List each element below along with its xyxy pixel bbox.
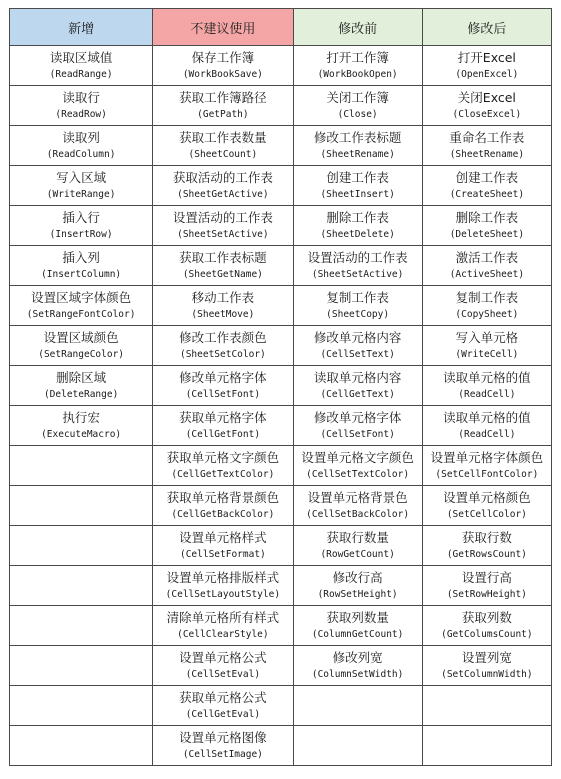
function-code: (ReadRange) (49, 68, 113, 80)
function-name: 执行宏 (62, 409, 100, 425)
function-code: (ActiveSheet) (449, 268, 525, 280)
cell-before (293, 606, 422, 646)
function-code: (CellSetFont) (185, 388, 261, 400)
cell-after (422, 726, 551, 766)
cell-new (10, 406, 153, 446)
cell-after (422, 286, 551, 326)
function-code: (SheetRename) (320, 148, 395, 160)
cell-before (293, 446, 422, 486)
table-row (10, 366, 552, 406)
table-row (10, 726, 552, 766)
function-code: (InsertColumn) (41, 268, 122, 280)
function-code: (RowSetHeight) (317, 588, 398, 600)
function-code: (CellSetFont) (320, 428, 395, 440)
function-code: (SetCellColor) (446, 508, 527, 520)
table-row (10, 166, 552, 206)
function-name: 移动工作表 (191, 289, 255, 305)
function-code: (CellGetTextColor) (171, 468, 275, 480)
function-name: 激活工作表 (455, 249, 519, 265)
table-row (10, 406, 552, 446)
cell-before (293, 486, 422, 526)
cell-before (293, 86, 422, 126)
function-code: (RowGetCount) (320, 548, 395, 560)
function-name: 获取工作簿路径 (179, 89, 267, 105)
function-name: 设置活动的工作表 (307, 249, 408, 265)
function-code: (CellClearStyle) (177, 628, 269, 640)
header-deprecated: 不建议使用 (153, 9, 293, 46)
function-code: (SheetDelete) (320, 228, 395, 240)
table-row (10, 326, 552, 366)
function-name: 删除工作表 (455, 209, 519, 225)
function-name: 设置单元格样式 (179, 529, 267, 545)
cell-after (422, 646, 551, 686)
function-code: (ColumnGetCount) (311, 628, 404, 640)
function-code: (ReadCell) (458, 428, 516, 440)
function-name: 写入单元格 (455, 329, 519, 345)
function-name: 保存工作簿 (191, 49, 255, 65)
function-name: 设置单元格图像 (179, 729, 267, 745)
function-name: 设置单元格字体颜色 (430, 449, 544, 465)
function-name: 写入区域 (56, 169, 107, 185)
function-name: 设置单元格颜色 (443, 489, 531, 505)
cell-new (10, 326, 153, 366)
function-name: 读取列 (62, 129, 100, 145)
function-code: (WriteCell) (455, 348, 519, 360)
cell-after (422, 206, 551, 246)
function-name: 读取区域值 (49, 49, 113, 65)
function-code: (ReadRow) (55, 108, 107, 120)
function-code: (ReadCell) (458, 388, 516, 400)
cell-new (10, 646, 153, 686)
function-code: (CellSetEval) (185, 668, 261, 680)
function-code: (SheetSetActive) (311, 268, 404, 280)
cell-before (293, 126, 422, 166)
function-name: 设置区域字体颜色 (31, 289, 132, 305)
header-row (10, 9, 552, 46)
function-name: 设置行高 (461, 569, 512, 585)
cell-after (422, 246, 551, 286)
function-code: (CellSetFormat) (179, 548, 266, 560)
header-new: 新增 (10, 9, 153, 46)
function-code: (SheetGetActive) (177, 188, 269, 200)
function-name: 获取单元格文字颜色 (166, 449, 280, 465)
cell-before (293, 526, 422, 566)
cell-deprecated (153, 406, 293, 446)
function-code: (SheetRename) (449, 148, 525, 160)
function-code: (CellGetText) (320, 388, 395, 400)
function-name: 获取单元格背景颜色 (166, 489, 280, 505)
function-code: (Close) (337, 108, 378, 120)
table-row (10, 446, 552, 486)
function-name: 读取单元格的值 (443, 409, 531, 425)
function-name: 修改单元格字体 (313, 409, 402, 425)
cell-new (10, 126, 153, 166)
function-name: 设置单元格公式 (179, 649, 267, 665)
cell-new (10, 726, 153, 766)
function-code: (CreateSheet) (449, 188, 525, 200)
function-name: 关闭工作簿 (326, 89, 389, 105)
function-code: (SheetGetName) (182, 268, 263, 280)
table-row (10, 486, 552, 526)
function-name: 删除区域 (56, 369, 107, 385)
table-row (10, 526, 552, 566)
function-name: 获取工作表标题 (179, 249, 267, 265)
function-name: 插入行 (62, 209, 100, 225)
cell-new (10, 46, 153, 86)
cell-before (293, 166, 422, 206)
cell-deprecated (153, 206, 293, 246)
function-code: (CellGetFont) (185, 428, 261, 440)
cell-before (293, 406, 422, 446)
table-row (10, 86, 552, 126)
function-code: (SheetSetColor) (179, 348, 266, 360)
header-before: 修改前 (293, 9, 422, 46)
table-row (10, 206, 552, 246)
function-code: (ExecuteMacro) (41, 428, 122, 440)
function-name: 修改单元格内容 (313, 329, 402, 345)
header-after: 修改后 (422, 9, 551, 46)
function-name: 打开工作簿 (326, 49, 389, 65)
function-code: (SheetCopy) (326, 308, 390, 320)
table-row (10, 686, 552, 726)
function-code: (CellSetTextColor) (306, 468, 410, 480)
cell-deprecated (153, 486, 293, 526)
table-row (10, 606, 552, 646)
function-code: (SheetCount) (188, 148, 258, 160)
function-code: (CellGetBackColor) (171, 508, 275, 520)
function-name: 设置区域颜色 (43, 329, 119, 345)
cell-deprecated (153, 526, 293, 566)
cell-before (293, 206, 422, 246)
cell-deprecated (153, 366, 293, 406)
cell-before (293, 726, 422, 766)
table-body (10, 46, 552, 766)
function-code: (SetCellFontColor) (435, 468, 539, 480)
function-code: (CellGetEval) (185, 708, 261, 720)
cell-after (422, 446, 551, 486)
function-code: (WorkBookSave) (182, 68, 263, 80)
cell-before (293, 46, 422, 86)
cell-after (422, 566, 551, 606)
function-name: 关闭Excel (457, 89, 516, 105)
cell-before (293, 686, 422, 726)
function-name: 设置单元格排版样式 (166, 569, 280, 585)
cell-new (10, 606, 153, 646)
cell-after (422, 166, 551, 206)
function-code: (WriteRange) (46, 188, 116, 200)
function-name: 读取单元格内容 (313, 369, 402, 385)
function-code: (CellSetBackColor) (306, 508, 410, 520)
cell-new (10, 86, 153, 126)
function-code: (WorkBookOpen) (317, 68, 398, 80)
function-name: 创建工作表 (455, 169, 519, 185)
function-code: (CloseExcel) (452, 108, 522, 120)
function-name: 删除工作表 (326, 209, 389, 225)
function-code: (SetRangeColor) (38, 348, 125, 360)
function-name: 设置列宽 (461, 649, 512, 665)
function-code: (SetRowHeight) (446, 588, 527, 600)
function-name: 复制工作表 (455, 289, 519, 305)
cell-deprecated (153, 606, 293, 646)
function-code: (GetColumsCount) (441, 628, 533, 640)
cell-new (10, 686, 153, 726)
table-row (10, 46, 552, 86)
cell-before (293, 286, 422, 326)
function-name: 获取行数 (461, 529, 512, 545)
cell-before (293, 646, 422, 686)
table-row (10, 646, 552, 686)
cell-deprecated (153, 726, 293, 766)
function-name: 修改工作表颜色 (179, 329, 267, 345)
function-name: 设置单元格文字颜色 (301, 449, 414, 465)
function-code: (SetColumnWidth) (441, 668, 533, 680)
cell-after (422, 366, 551, 406)
function-name: 获取列数量 (326, 609, 389, 625)
cell-deprecated (153, 326, 293, 366)
function-name: 插入列 (62, 249, 100, 265)
function-code: (CellSetText) (320, 348, 395, 360)
table-row (10, 286, 552, 326)
function-code: (GetRowsCount) (446, 548, 527, 560)
cell-deprecated (153, 446, 293, 486)
table-row (10, 246, 552, 286)
function-code: (ColumnSetWidth) (311, 668, 404, 680)
api-comparison-table (9, 8, 552, 766)
cell-before (293, 326, 422, 366)
cell-before (293, 566, 422, 606)
function-name: 获取单元格字体 (179, 409, 267, 425)
function-name: 获取工作表数量 (179, 129, 267, 145)
function-name: 复制工作表 (326, 289, 389, 305)
function-code: (CellSetLayoutStyle) (165, 588, 281, 600)
cell-new (10, 446, 153, 486)
function-name: 设置单元格背景色 (307, 489, 408, 505)
function-code: (InsertRow) (49, 228, 113, 240)
cell-new (10, 486, 153, 526)
cell-after (422, 46, 551, 86)
function-name: 修改行高 (332, 569, 383, 585)
function-name: 修改单元格字体 (179, 369, 267, 385)
cell-deprecated (153, 566, 293, 606)
cell-new (10, 246, 153, 286)
function-code: (ReadColumn) (46, 148, 116, 160)
function-code: (DeleteSheet) (449, 228, 525, 240)
cell-deprecated (153, 246, 293, 286)
cell-deprecated (153, 686, 293, 726)
function-name: 获取单元格公式 (179, 689, 267, 705)
function-name: 获取活动的工作表 (172, 169, 273, 185)
cell-after (422, 86, 551, 126)
function-name: 重命名工作表 (449, 129, 525, 145)
cell-after (422, 526, 551, 566)
cell-before (293, 246, 422, 286)
cell-new (10, 526, 153, 566)
cell-before (293, 366, 422, 406)
cell-deprecated (153, 46, 293, 86)
function-name: 读取行 (62, 89, 100, 105)
function-name: 打开Excel (457, 49, 516, 65)
function-code: (SetRangeFontColor) (26, 308, 136, 320)
function-name: 设置活动的工作表 (172, 209, 273, 225)
function-name: 修改列宽 (332, 649, 383, 665)
cell-new (10, 286, 153, 326)
function-code: (OpenExcel) (455, 68, 519, 80)
cell-new (10, 166, 153, 206)
function-name: 获取行数量 (326, 529, 389, 545)
cell-deprecated (153, 166, 293, 206)
function-name: 清除单元格所有样式 (166, 609, 280, 625)
cell-after (422, 326, 551, 366)
function-name: 创建工作表 (326, 169, 389, 185)
cell-after (422, 606, 551, 646)
cell-new (10, 566, 153, 606)
cell-deprecated (153, 126, 293, 166)
cell-after (422, 486, 551, 526)
function-code: (SheetMove) (191, 308, 255, 320)
function-code: (CopySheet) (455, 308, 519, 320)
cell-deprecated (153, 86, 293, 126)
cell-deprecated (153, 286, 293, 326)
function-code: (SheetInsert) (320, 188, 395, 200)
cell-deprecated (153, 646, 293, 686)
function-code: (SheetSetActive) (177, 228, 269, 240)
function-code: (CellSetImage) (182, 748, 263, 760)
cell-new (10, 206, 153, 246)
function-code: (DeleteRange) (43, 388, 119, 400)
function-code: (GetPath) (197, 108, 249, 120)
function-name: 读取单元格的值 (443, 369, 531, 385)
table-row (10, 566, 552, 606)
cell-after (422, 406, 551, 446)
cell-after (422, 686, 551, 726)
cell-after (422, 126, 551, 166)
function-name: 修改工作表标题 (313, 129, 402, 145)
table-row (10, 126, 552, 166)
function-name: 获取列数 (461, 609, 512, 625)
cell-new (10, 366, 153, 406)
